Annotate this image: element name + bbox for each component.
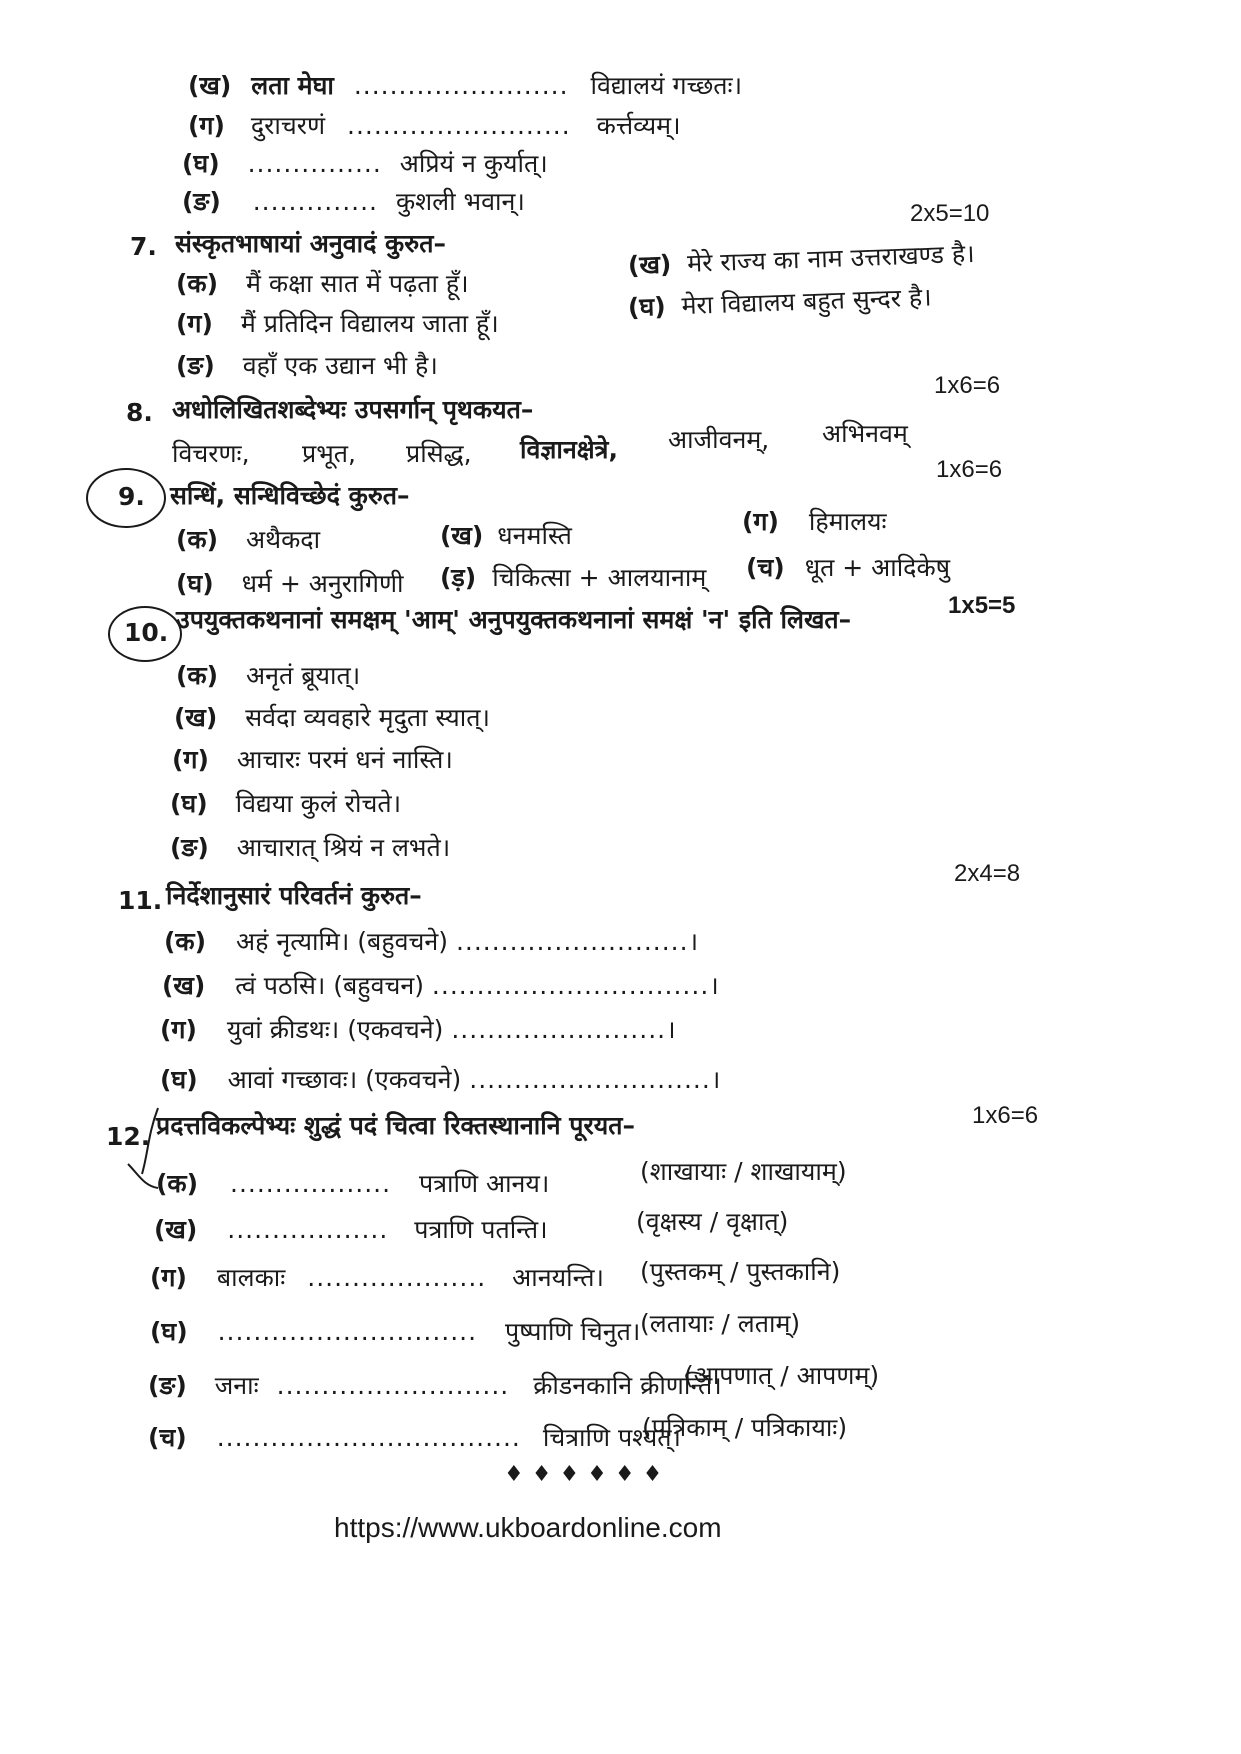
item-label: (घ)	[150, 1317, 188, 1346]
blank: ........................	[353, 71, 569, 100]
q12-item-kh-options: (वृक्षस्य / वृक्षात्)	[636, 1207, 789, 1236]
q8-word-1: विचरणः,	[172, 439, 250, 468]
q6-item-kh	[188, 70, 742, 102]
blank: ..............	[252, 187, 378, 216]
item-label: (ग)	[160, 1015, 197, 1044]
q8-word-3: प्रसिद्ध,	[406, 439, 472, 468]
q7-heading: संस्कृतभाषायां अनुवादं कुरुत–	[175, 229, 446, 258]
item-label: (ङ)	[176, 351, 215, 380]
marks-q10: 1x5=5	[948, 592, 1016, 619]
item-text: वहाँ एक उद्यान भी है।	[242, 351, 438, 380]
marks-q9: 1x6=6	[936, 456, 1003, 483]
q10-item-kh	[174, 702, 490, 734]
q12-item-k	[156, 1168, 549, 1200]
item-text: मैं कक्षा सात में पढ़ता हूँ।	[246, 269, 469, 298]
item-label: (घ)	[160, 1065, 198, 1094]
q7-item-k	[176, 268, 469, 300]
q9-item-k	[176, 524, 320, 556]
blank: ...............	[247, 149, 382, 178]
item-post: विद्यालयं गच्छतः।	[590, 71, 743, 100]
blank: ..................................	[216, 1423, 521, 1452]
item-label: (ख)	[154, 1215, 198, 1244]
q11-number: 11.	[118, 886, 163, 915]
q12-item-gh-options: (लतायाः / लताम्)	[640, 1309, 801, 1338]
q12-item-ng-options: (आपणात् / आपणम्)	[684, 1361, 880, 1390]
q12-item-ng	[148, 1370, 722, 1402]
item-text: अथैकदा	[246, 525, 321, 554]
item-label: (च)	[148, 1423, 187, 1452]
item-text: आनयन्ति।	[512, 1263, 604, 1292]
item-pre: लता मेघा	[251, 71, 334, 100]
item-post: अप्रियं न कुर्यात्।	[399, 149, 548, 178]
q7-item-gh	[627, 281, 932, 324]
item-label: (ख)	[162, 971, 206, 1000]
q10-item-ng	[170, 832, 450, 864]
item-text: युवां क्रीडथः। (एकवचने)	[226, 1015, 444, 1044]
q6-item-g	[188, 110, 681, 142]
item-text: धर्म + अनुरागिणी	[241, 569, 404, 598]
q12-item-g	[150, 1262, 604, 1294]
q7-number: 7.	[130, 232, 157, 261]
blank: .............................	[217, 1317, 478, 1346]
q11-item-gh	[160, 1064, 721, 1096]
q11-item-g	[160, 1014, 677, 1046]
item-text: पत्राणि पतन्ति।	[414, 1215, 548, 1244]
item-label: (ङ)	[182, 187, 221, 216]
item-text: आचारात् श्रियं न लभते।	[236, 833, 451, 862]
q12-number: 12.	[106, 1122, 151, 1151]
item-label: (ख)	[440, 521, 484, 550]
item-pre: दुराचरणं	[250, 111, 326, 140]
item-text: आचारः परमं धनं नास्ति।	[236, 745, 453, 774]
q12-item-ch	[148, 1422, 681, 1454]
q9-item-g	[742, 506, 887, 538]
item-text: पुष्पाणि चिनुत।	[505, 1317, 641, 1346]
q8-heading: अधोलिखितशब्देभ्यः उपसर्गान् पृथकयत–	[172, 395, 534, 424]
q12-heading: प्रदत्तविकल्पेभ्यः शुद्धं पदं चित्वा रिक्तस्थानानि पूरयत–	[156, 1111, 635, 1140]
item-text: मैं प्रतिदिन विद्यालय जाता हूँ।	[240, 309, 499, 338]
footer-url[interactable]: https://www.ukboardonline.com	[334, 1512, 722, 1543]
item-text: मेरे राज्य का नाम उत्तराखण्ड है।	[686, 238, 976, 278]
item-label: (घ)	[176, 569, 214, 598]
item-text: पत्राणि आनय।	[419, 1169, 550, 1198]
q10-heading: उपयुक्तकथनानां समक्षम् 'आम्' अनुपयुक्तकथनानां समक्षं 'न' इति लिखत–	[176, 605, 852, 634]
item-label: (घ)	[627, 291, 667, 322]
q12-item-g-options: (पुस्तकम् / पुस्तकानि)	[640, 1257, 841, 1286]
item-text: हिमालयः	[808, 507, 887, 536]
blank: ..........................।	[455, 927, 700, 956]
item-text: अहं नृत्यामि। (बहुवचने)	[236, 927, 448, 956]
q7-item-kh	[627, 238, 975, 282]
item-label: (ग)	[742, 507, 779, 536]
q10-item-g	[172, 744, 453, 776]
item-text: चिकित्सा + आलयानाम्	[492, 563, 707, 592]
item-label: (क)	[176, 661, 219, 690]
item-text: त्वं पठसि। (बहुवचन)	[235, 971, 424, 1000]
q11-item-k	[164, 926, 699, 958]
marks-q7: 2x5=10	[910, 200, 990, 227]
marks-q12: 1x6=6	[972, 1102, 1039, 1129]
q12-item-gh	[150, 1316, 640, 1348]
q7-item-g	[176, 308, 499, 340]
q6-item-ng	[182, 186, 525, 218]
item-label: (क)	[156, 1169, 199, 1198]
item-text: धूत + आदिकेषु	[804, 553, 951, 582]
blank: ..................	[227, 1215, 389, 1244]
end-ornament: ♦♦♦♦♦♦	[504, 1462, 671, 1487]
item-text: क्रीडनकानि क्रीणन्ति।	[533, 1371, 722, 1400]
item-text: अनृतं ब्रूयात्।	[246, 661, 361, 690]
marks-q11: 2x4=8	[954, 860, 1021, 887]
q6-item-gh	[182, 148, 548, 180]
q12-item-kh	[154, 1214, 548, 1246]
item-label: (क)	[164, 927, 207, 956]
item-label: (ङ)	[170, 833, 209, 862]
blank: ..................	[230, 1169, 392, 1198]
q12-item-ch-options: (पत्रिकाम् / पत्रिकायाः)	[642, 1413, 848, 1442]
blank: ..........................	[276, 1371, 510, 1400]
item-pre: बालकाः	[216, 1263, 286, 1292]
item-pre: जनाः	[214, 1371, 259, 1400]
q10-item-k	[176, 660, 360, 692]
item-label: (ग)	[188, 111, 225, 140]
item-label: (ड़)	[440, 563, 477, 592]
item-text: मेरा विद्यालय बहुत सुन्दर है।	[681, 282, 933, 321]
q12-item-k-options: (शाखायाः / शाखायाम्)	[640, 1157, 847, 1186]
item-text: सर्वदा व्यवहारे मृदुता स्यात्।	[245, 703, 490, 732]
blank: ....................	[307, 1263, 487, 1292]
blank: ........................।	[451, 1015, 677, 1044]
q8-word-4: विज्ञानक्षेत्रे,	[520, 435, 618, 464]
marks-q8: 1x6=6	[934, 372, 1001, 399]
blank: ...............................।	[431, 971, 720, 1000]
q8-number: 8.	[126, 398, 153, 427]
q11-heading: निर्देशानुसारं परिवर्तनं कुरुत–	[166, 881, 422, 910]
item-label: (क)	[176, 269, 219, 298]
item-text: आवां गच्छावः। (एकवचने)	[227, 1065, 462, 1094]
q8-word-6: अभिनवम्	[822, 419, 908, 448]
q9-item-gh	[176, 568, 404, 600]
item-label: (घ)	[170, 789, 208, 818]
item-text: विद्यया कुलं रोचते।	[235, 789, 402, 818]
blank: ...........................।	[469, 1065, 722, 1094]
item-label: (ख)	[188, 71, 232, 100]
q11-item-kh	[162, 970, 720, 1002]
item-label: (ग)	[176, 309, 213, 338]
item-label: (ग)	[150, 1263, 187, 1292]
item-text: चित्राणि पश्यत्।	[542, 1423, 682, 1452]
q9-heading: सन्धिं, सन्धिविच्छेदं कुरुत–	[170, 481, 410, 510]
item-text: धनमस्ति	[497, 521, 572, 550]
q10-item-gh	[170, 788, 401, 820]
q8-word-2: प्रभूत,	[302, 439, 356, 468]
item-post: कुशली भवान्।	[395, 187, 525, 216]
q10-number: 10.	[124, 618, 169, 647]
q9-number: 9.	[118, 482, 145, 511]
item-label: (ख)	[627, 249, 672, 280]
q8-word-5: आजीवनम्,	[668, 425, 770, 454]
q9-item-ch	[746, 552, 950, 584]
item-label: (ङ)	[148, 1371, 187, 1400]
item-label: (ग)	[172, 745, 209, 774]
q9-item-ng	[440, 562, 706, 594]
item-label: (घ)	[182, 149, 220, 178]
item-label: (ख)	[174, 703, 218, 732]
q9-item-kh	[440, 520, 572, 552]
item-label: (क)	[176, 525, 219, 554]
blank: .........................	[347, 111, 571, 140]
item-post: कर्त्तव्यम्।	[596, 111, 681, 140]
item-label: (च)	[746, 553, 785, 582]
q7-item-ng	[176, 350, 438, 382]
